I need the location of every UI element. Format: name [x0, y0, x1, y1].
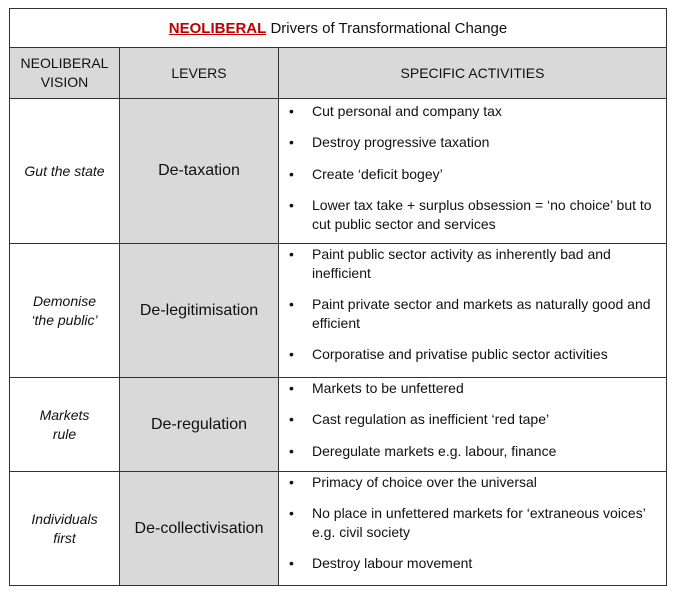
vision-text: Markets rule — [39, 406, 90, 442]
title-row — [10, 9, 667, 48]
table-row — [10, 378, 667, 472]
title-accent: NEOLIBERAL — [168, 19, 267, 37]
activity-item — [279, 554, 666, 573]
vision-cell — [10, 472, 120, 586]
activity-item — [279, 133, 666, 152]
bullet-icon: • — [289, 134, 294, 150]
lever-cell: De-regulation — [120, 378, 279, 472]
lever-cell: De-collectivisation — [120, 472, 279, 586]
activity-text: Create ‘deficit bogey’ — [312, 166, 443, 182]
activities-cell — [279, 99, 667, 244]
bullet-icon: • — [289, 474, 294, 490]
activity-text: Markets to be unfettered — [312, 380, 464, 396]
activity-text: No place in unfettered markets for ‘extraneous voices’ e.g. civil society — [312, 505, 646, 540]
table-row — [10, 99, 667, 244]
activity-item — [279, 196, 666, 234]
vision-cell — [10, 378, 120, 472]
activity-item — [279, 410, 666, 429]
activities-cell — [279, 244, 667, 378]
header-row — [10, 48, 667, 99]
activity-item — [279, 504, 666, 542]
activity-item — [279, 473, 666, 492]
activity-item — [279, 295, 666, 333]
activity-text: Paint public sector activity as inherently bad and inefficient — [312, 246, 611, 281]
bullet-icon: • — [289, 380, 294, 396]
bullet-icon: • — [289, 411, 294, 427]
activity-text: Primacy of choice over the universal — [312, 474, 537, 490]
bullet-icon: • — [289, 555, 294, 571]
activity-item — [279, 102, 666, 121]
bullet-icon: • — [289, 103, 294, 119]
activity-text: Destroy labour movement — [312, 555, 473, 571]
neoliberal-drivers-table — [9, 8, 667, 586]
bullet-icon: • — [289, 166, 294, 182]
activity-text: Corporatise and privatise public sector activities — [312, 346, 608, 362]
bullet-icon: • — [289, 443, 294, 459]
activity-item — [279, 379, 666, 398]
vision-text: Individuals first — [31, 510, 98, 546]
activity-text: Destroy progressive taxation — [312, 134, 490, 150]
bullet-icon: • — [289, 505, 294, 521]
activity-text: Lower tax take + surplus obsession = ‘no choice’ but to cut public sector and services — [312, 197, 652, 232]
title-rest: Drivers of Transformational Change — [266, 19, 508, 37]
bullet-icon: • — [289, 346, 294, 362]
header-activities: SPECIFIC ACTIVITIES — [279, 48, 667, 99]
bullet-icon: • — [289, 296, 294, 312]
vision-cell: Gut the state — [10, 99, 120, 244]
lever-cell: De-taxation — [120, 99, 279, 244]
table-row — [10, 244, 667, 378]
activity-text: Cut personal and company tax — [312, 103, 502, 119]
header-levers: LEVERS — [120, 48, 279, 99]
header-vision — [10, 48, 120, 99]
activity-text: Deregulate markets e.g. labour, finance — [312, 443, 557, 459]
vision-text: Demonise ‘the public’ — [31, 292, 98, 328]
header-vision-label: NEOLIBERAL VISION — [20, 55, 109, 90]
activity-item — [279, 442, 666, 461]
activity-item — [279, 345, 666, 364]
activity-text: Cast regulation as inefficient ‘red tape’ — [312, 411, 550, 427]
bullet-icon: • — [289, 197, 294, 213]
table-title — [10, 9, 667, 48]
bullet-icon: • — [289, 246, 294, 262]
activity-item — [279, 245, 666, 283]
vision-cell — [10, 244, 120, 378]
activities-cell — [279, 378, 667, 472]
table-row — [10, 472, 667, 586]
activities-cell — [279, 472, 667, 586]
activity-item — [279, 165, 666, 184]
lever-cell: De-legitimisation — [120, 244, 279, 378]
activity-text: Paint private sector and markets as naturally good and efficient — [312, 296, 651, 331]
